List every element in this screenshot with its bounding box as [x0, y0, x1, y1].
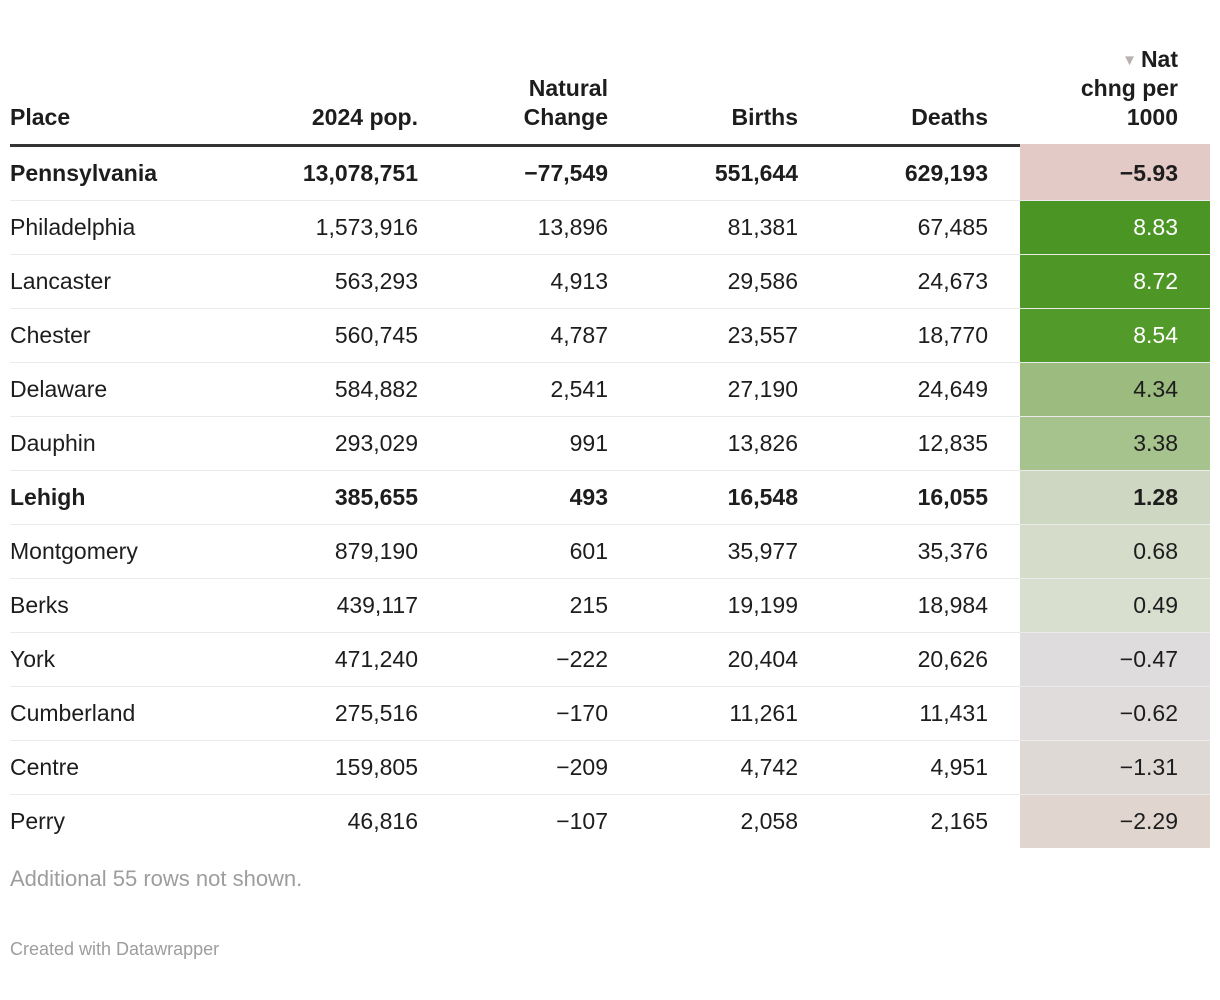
- cell-pop: 584,882: [260, 363, 450, 417]
- cell-births: 35,977: [640, 525, 830, 579]
- cell-births: 27,190: [640, 363, 830, 417]
- cell-nat-chng-per-1000-heatmap: −1.31: [1020, 741, 1210, 795]
- cell-births: 29,586: [640, 255, 830, 309]
- table-row: [10, 525, 1210, 579]
- table-row: [10, 309, 1210, 363]
- table-row: [10, 146, 1210, 201]
- header-line-text: Nat: [1140, 46, 1178, 72]
- cell-natural-change: −209: [450, 741, 640, 795]
- cell-natural-change: −77,549: [450, 146, 640, 201]
- cell-pop: 879,190: [260, 525, 450, 579]
- cell-births: 551,644: [640, 146, 830, 201]
- table-body: [10, 146, 1210, 849]
- cell-pop: 46,816: [347, 808, 418, 835]
- cell-natural-change: −107: [556, 808, 608, 835]
- cell-births: 19,199: [640, 579, 830, 633]
- header-line: 1000: [1126, 103, 1178, 130]
- cell-nat-chng-per-1000-heatmap: 0.68: [1020, 525, 1210, 579]
- cell-place: Chester: [10, 309, 260, 363]
- header-line: Change: [523, 103, 608, 130]
- cell-births: 2,058: [740, 808, 798, 835]
- cell-nat-chng-per-1000-heatmap: 3.38: [1020, 417, 1210, 471]
- column-header-births[interactable]: Births: [640, 45, 830, 146]
- cell-natural-change: 601: [450, 525, 640, 579]
- data-table: [10, 45, 1210, 848]
- cell-pop: 439,117: [260, 579, 450, 633]
- header-line: Natural: [528, 74, 608, 101]
- cell-births: 23,557: [640, 309, 830, 363]
- cell-place: York: [10, 633, 260, 687]
- cell-deaths: 4,951: [830, 741, 1020, 795]
- cell-place: Pennsylvania: [10, 146, 260, 201]
- table-row: [10, 795, 1210, 849]
- cell-place: Cumberland: [10, 687, 260, 741]
- cell-deaths: 18,984: [830, 579, 1020, 633]
- column-header-nat-chng-per-1000[interactable]: [1020, 45, 1210, 146]
- table-row: [10, 255, 1210, 309]
- cell-births: 81,381: [640, 201, 830, 255]
- cell-natural-change: 4,787: [450, 309, 640, 363]
- cell-place: Philadelphia: [10, 201, 260, 255]
- cell-nat-chng-per-1000-heatmap: 8.54: [1020, 309, 1210, 363]
- header-row: [10, 45, 1210, 146]
- cell-pop: 13,078,751: [260, 146, 450, 201]
- cell-deaths: 35,376: [830, 525, 1020, 579]
- cell-place: Montgomery: [10, 525, 260, 579]
- cell-natural-change: 4,913: [450, 255, 640, 309]
- cell-natural-change: 493: [450, 471, 640, 525]
- cell-place: Berks: [10, 579, 260, 633]
- table-row: [10, 579, 1210, 633]
- cell-deaths: 2,165: [930, 808, 988, 835]
- cell-natural-change: −222: [450, 633, 640, 687]
- cell-deaths: 18,770: [830, 309, 1020, 363]
- cell-births: 11,261: [640, 687, 830, 741]
- table-row: [10, 471, 1210, 525]
- datawrapper-attribution[interactable]: Created with Datawrapper: [10, 938, 220, 959]
- column-header-deaths[interactable]: Deaths: [830, 45, 1020, 146]
- cell-deaths: 24,649: [830, 363, 1020, 417]
- table-row: [10, 741, 1210, 795]
- cell-births: 16,548: [640, 471, 830, 525]
- column-header-natural-change[interactable]: [450, 45, 640, 146]
- cell-deaths: 67,485: [830, 201, 1020, 255]
- cell-nat-chng-per-1000-heatmap: 8.72: [1020, 255, 1210, 309]
- cell-deaths: 11,431: [830, 687, 1020, 741]
- cell-deaths: 24,673: [830, 255, 1020, 309]
- table-row: [10, 201, 1210, 255]
- cell-nat-chng-per-1000-heatmap: 1.28: [1020, 471, 1210, 525]
- cell-pop: 471,240: [260, 633, 450, 687]
- cell-pop: 385,655: [260, 471, 450, 525]
- cell-nat-chng-per-1000-heatmap: −5.93: [1020, 146, 1210, 201]
- column-header-place[interactable]: Place: [10, 45, 260, 146]
- cell-deaths: 12,835: [830, 417, 1020, 471]
- cell-births: 4,742: [640, 741, 830, 795]
- cell-place: Delaware: [10, 363, 260, 417]
- cell-nat-chng-per-1000-heatmap: 4.34: [1020, 363, 1210, 417]
- sort-descending-icon[interactable]: ▼: [1122, 52, 1137, 69]
- table-row: [10, 363, 1210, 417]
- cell-pop: 563,293: [260, 255, 450, 309]
- cell-deaths: 20,626: [830, 633, 1020, 687]
- cell-nat-chng-per-1000-heatmap: −2.29: [1020, 795, 1210, 849]
- column-header-2024-pop[interactable]: 2024 pop.: [260, 45, 450, 146]
- table-row: [10, 687, 1210, 741]
- cell-natural-change: 991: [450, 417, 640, 471]
- cell-nat-chng-per-1000-heatmap: −0.62: [1020, 687, 1210, 741]
- cell-natural-change: 215: [450, 579, 640, 633]
- cell-pop: 293,029: [260, 417, 450, 471]
- cell-nat-chng-per-1000-heatmap: 0.49: [1020, 579, 1210, 633]
- cell-pop: 560,745: [260, 309, 450, 363]
- cell-pop: 1,573,916: [260, 201, 450, 255]
- cell-pop: 159,805: [260, 741, 450, 795]
- cell-natural-change: −170: [450, 687, 640, 741]
- table-row: [10, 633, 1210, 687]
- cell-place: Perry: [10, 808, 65, 835]
- cell-nat-chng-per-1000-heatmap: −0.47: [1020, 633, 1210, 687]
- cell-place: Lehigh: [10, 471, 260, 525]
- cell-nat-chng-per-1000-heatmap: 8.83: [1020, 201, 1210, 255]
- rows-not-shown-note: Additional 55 rows not shown.: [10, 866, 303, 892]
- cell-deaths: 629,193: [830, 146, 1020, 201]
- cell-births: 13,826: [640, 417, 830, 471]
- cell-deaths: 16,055: [830, 471, 1020, 525]
- cell-pop: 275,516: [260, 687, 450, 741]
- header-line: [1020, 45, 1178, 74]
- cell-place: Lancaster: [10, 255, 260, 309]
- cell-births: 20,404: [640, 633, 830, 687]
- table-row: [10, 417, 1210, 471]
- header-line: chng per: [1080, 74, 1178, 101]
- cell-place: Dauphin: [10, 417, 260, 471]
- cell-natural-change: 13,896: [450, 201, 640, 255]
- cell-place: Centre: [10, 741, 260, 795]
- cell-natural-change: 2,541: [450, 363, 640, 417]
